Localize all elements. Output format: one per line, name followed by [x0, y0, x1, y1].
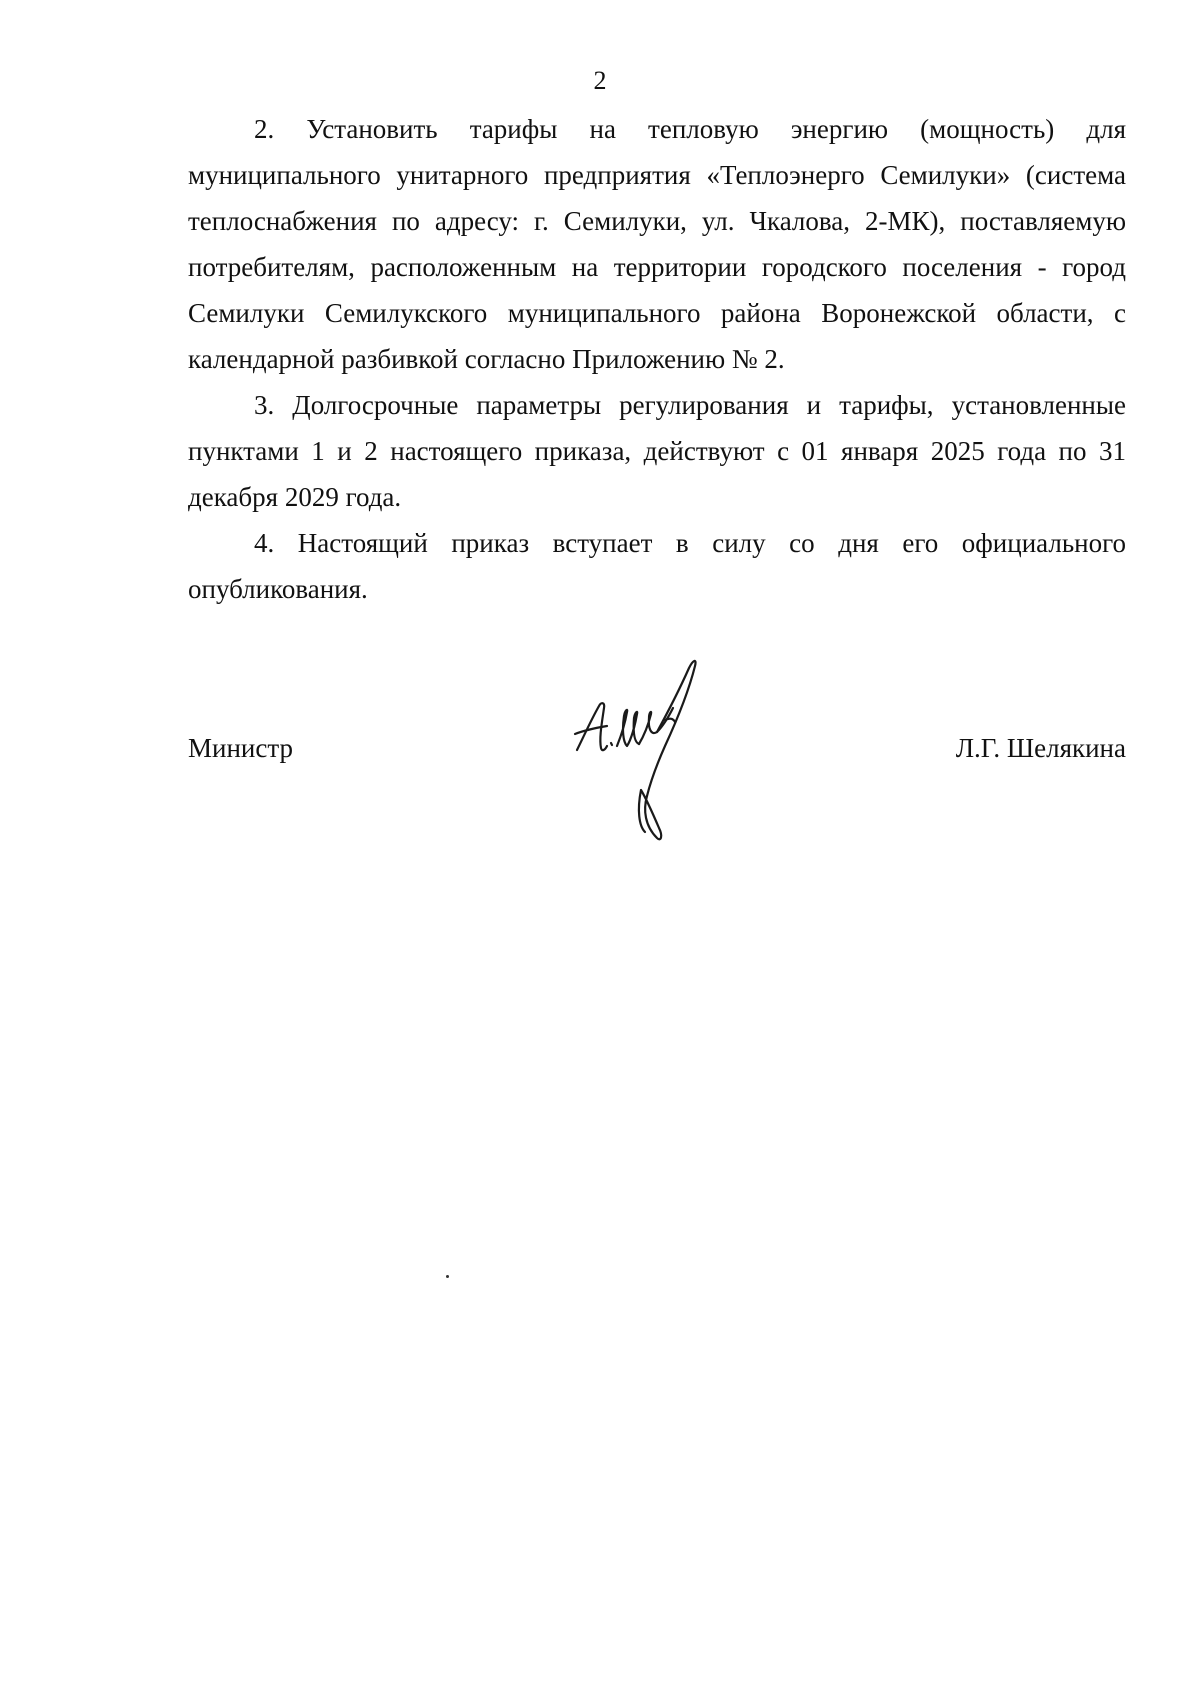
signatory-title: Министр [188, 733, 293, 763]
signatory-name: Л.Г. Шелякина [955, 733, 1126, 763]
paragraph-3: 3. Долгосрочные параметры регулирования и тарифы, установленные пунктами 1 и 2 настоящего приказа, действуют с 01 января 2025 года по 31 декабря 2029 года. [188, 390, 1126, 512]
paragraph-2: 2. Установить тарифы на тепловую энергию (мощность) для муниципального унитарного предприятия «Теплоэнерго Семилуки» (система теплоснабжения по адресу: г. Семилуки, ул. Чкалова, 2-МК), поставляемую потребителям, расположенным на территории городского поселения - город Семилуки Семилукского муниципального района Воронежской области, с календарной разбивкой согласно Приложению № 2. [188, 114, 1126, 374]
handwritten-signature [565, 650, 735, 845]
paragraph-4: 4. Настоящий приказ вступает в силу со дня его официального опубликования. [188, 528, 1126, 604]
scan-speck [446, 1275, 449, 1278]
page-number: 2 [593, 66, 607, 95]
document-body [188, 106, 1126, 612]
